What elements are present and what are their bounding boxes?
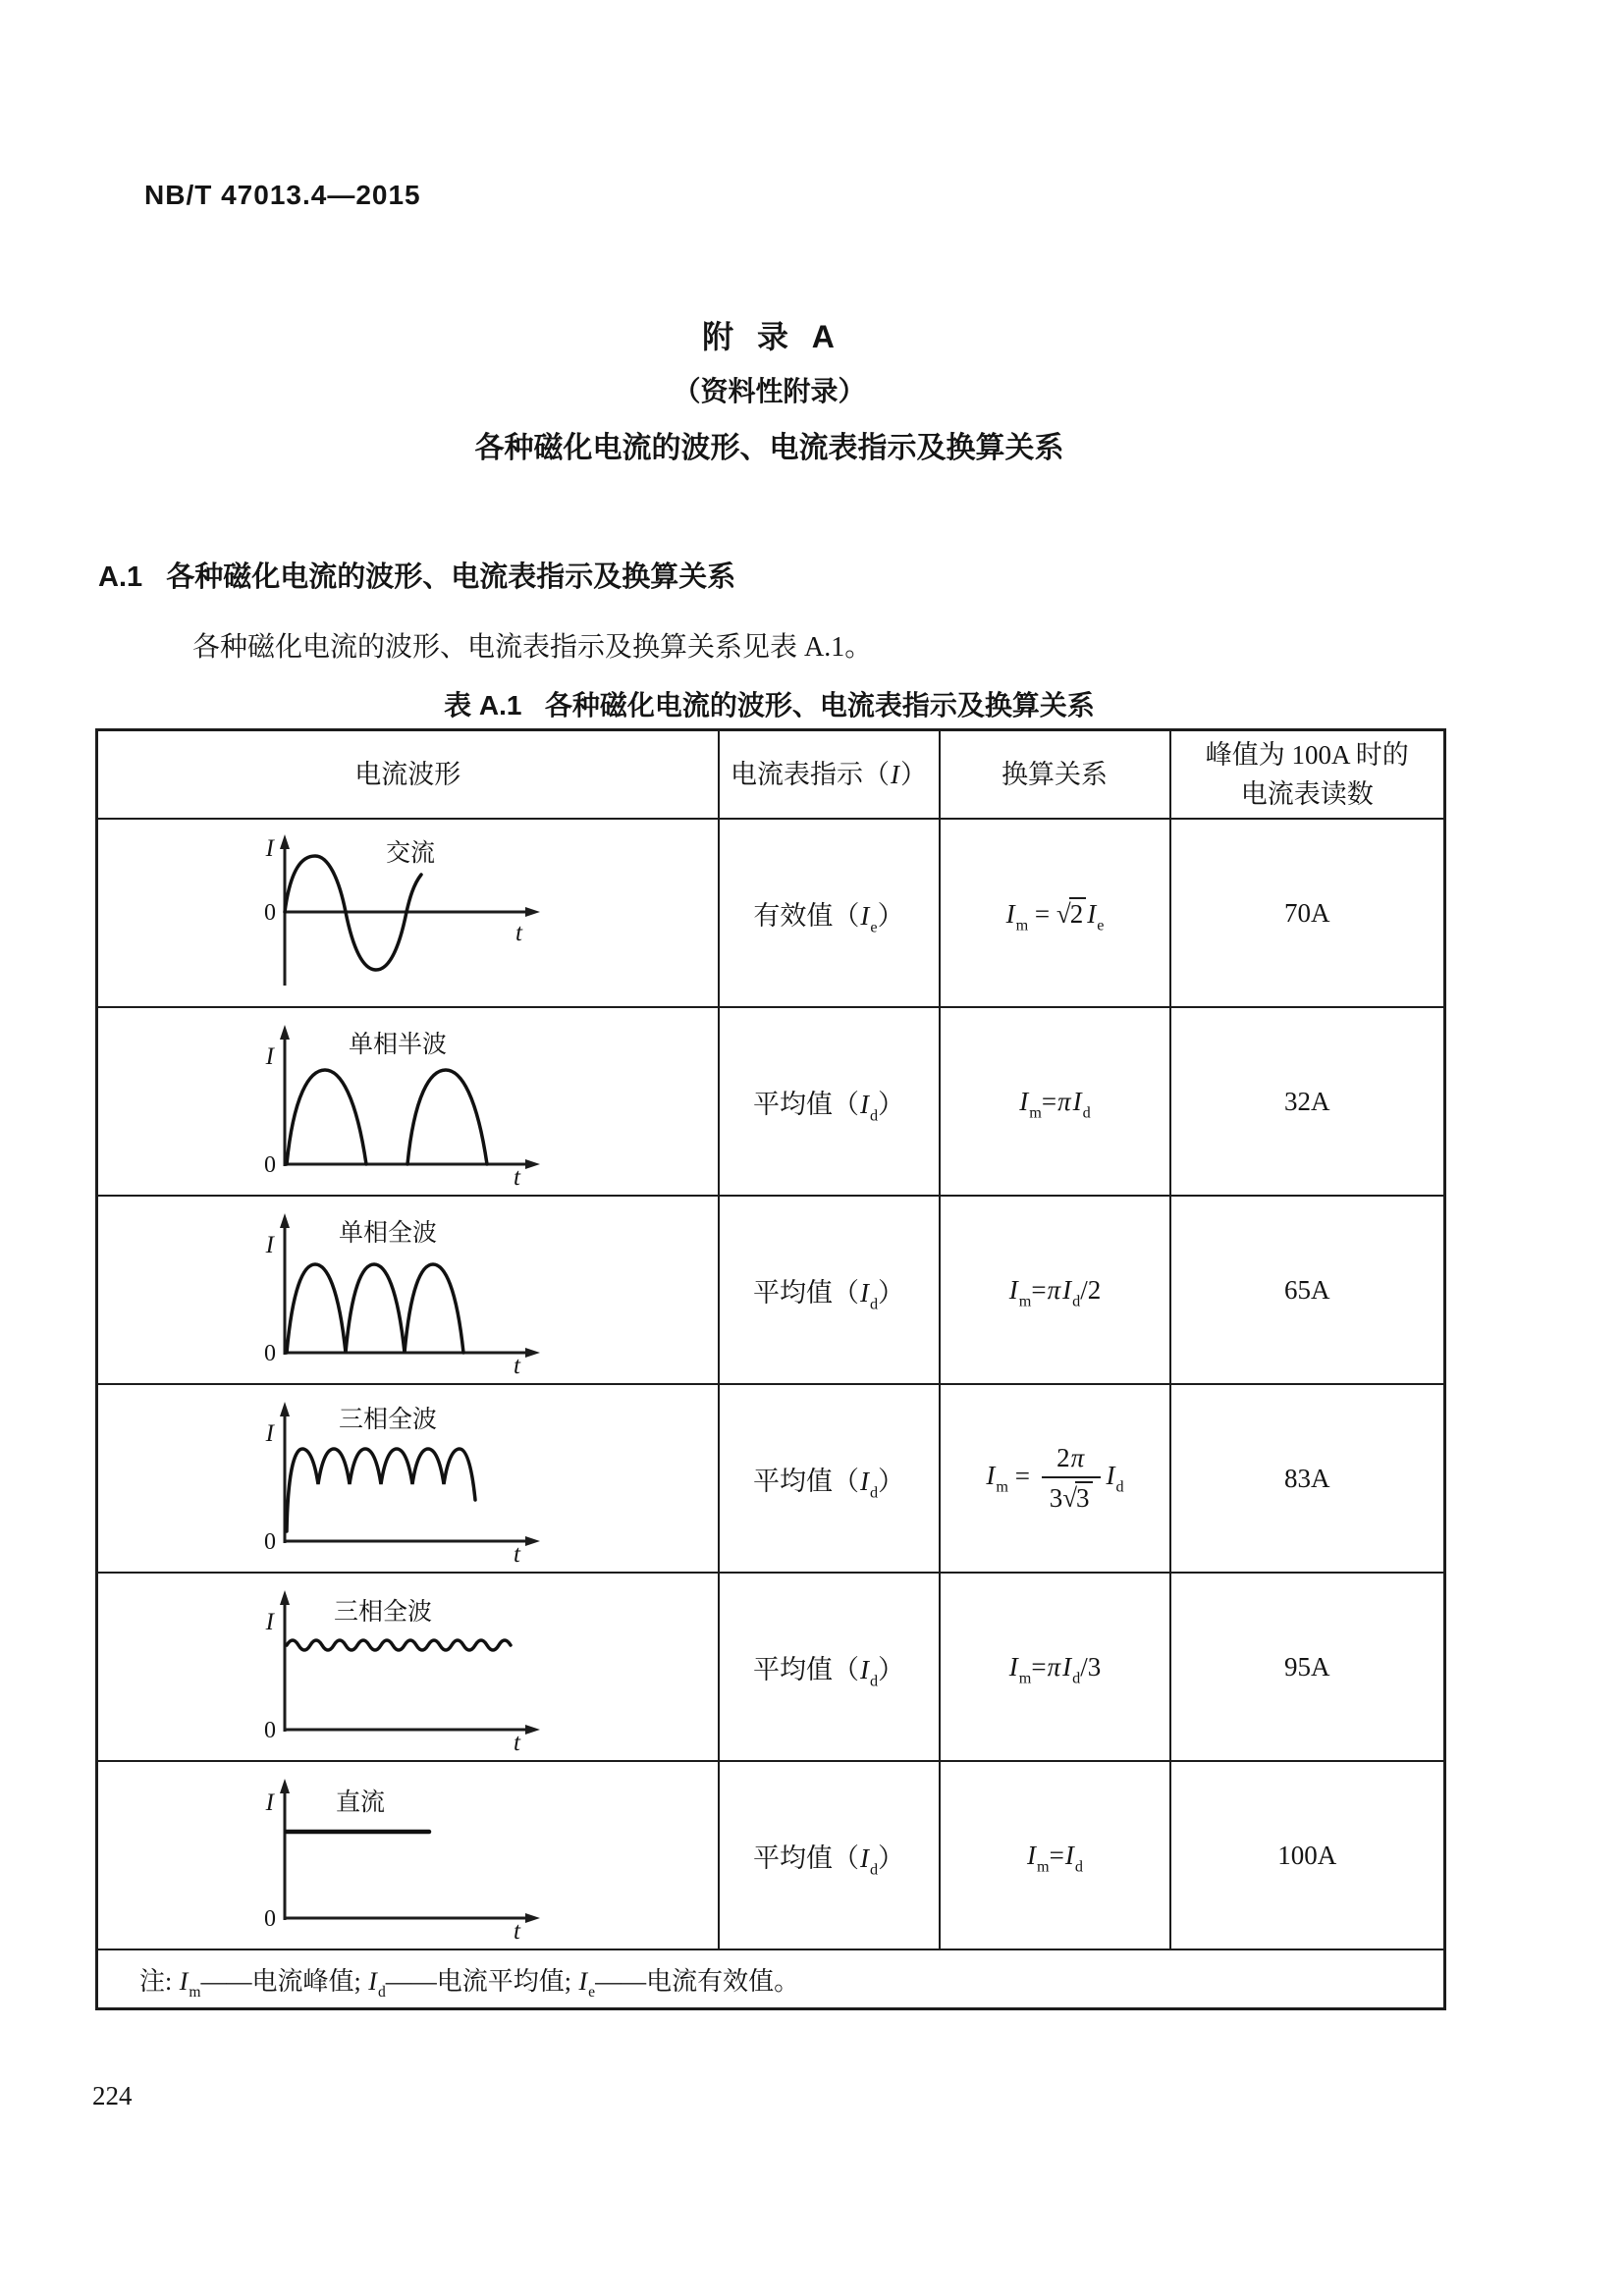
reading-value: 100A	[1170, 1761, 1445, 1949]
relation-cell: $I_m=I_d$	[940, 1761, 1170, 1949]
origin-label: 0	[264, 1529, 277, 1555]
table-row	[97, 819, 1445, 1007]
indication-cell: 平均值$(I_d)$	[719, 1196, 940, 1384]
half-wave-curve	[287, 1070, 487, 1164]
axis-arrow-right-icon	[525, 1348, 540, 1358]
axis-arrow-up-icon	[280, 1402, 290, 1416]
x-axis-label: t	[514, 1918, 521, 1940]
table-header-row	[97, 730, 1445, 820]
waveform-cell-half-wave	[97, 1007, 719, 1196]
appendix-type: （资料性附录）	[673, 376, 866, 406]
origin-label: 0	[264, 1718, 277, 1743]
axis-arrow-right-icon	[525, 1725, 540, 1735]
indication-cell: 平均值$(I_d)$	[719, 1761, 940, 1949]
full-wave-curve	[287, 1264, 463, 1353]
doc-number: NB/T 47013.4—2015	[144, 180, 421, 210]
intro-paragraph: 各种磁化电流的波形、电流表指示及换算关系见表 A.1。	[192, 632, 873, 663]
table-row	[97, 1384, 1445, 1573]
reading-value: 32A	[1170, 1007, 1445, 1196]
x-axis-label: t	[514, 1541, 521, 1563]
appendix-subject: 各种磁化电流的波形、电流表指示及换算关系	[474, 432, 1064, 464]
relation-cell: $I_m$ = $\frac{2\pi}{3√3}$ $I_d$	[940, 1384, 1170, 1573]
y-axis-label: I	[265, 1789, 275, 1816]
indication-cell: 有效值$(I_e)$	[719, 819, 940, 1007]
x-axis-label: t	[514, 1353, 521, 1374]
indication-cell: 平均值$(I_d)$	[719, 1573, 940, 1761]
waveform-dc-plot	[241, 1771, 574, 1940]
waveform-name-label: 三相全波	[339, 1407, 438, 1433]
indication-cell: 平均值$(I_d)$	[719, 1384, 940, 1573]
axis-arrow-up-icon	[280, 834, 290, 849]
table-note: 注: $I_m——$电流峰值; $I_d——$电流平均值; $I_e——$电流有效值。	[97, 1949, 1445, 2009]
waveform-cell-full-wave	[97, 1196, 719, 1384]
relation-cell: $I_m=\pi I_d/3$	[940, 1573, 1170, 1761]
axis-arrow-right-icon	[525, 1913, 540, 1923]
y-axis-label: I	[265, 1043, 275, 1070]
axis-arrow-up-icon	[280, 1025, 290, 1040]
column-header-reading-line2: 电流表读数	[1240, 779, 1374, 809]
y-axis-label: I	[265, 835, 275, 862]
column-header-reading	[1170, 730, 1445, 820]
waveform-name-label: 单相全波	[339, 1220, 438, 1247]
column-header-reading-line1: 峰值为 100A 时的	[1205, 739, 1409, 770]
waveform-name-label: 三相全波	[334, 1599, 433, 1626]
three-phase-ripple-curve	[287, 1449, 475, 1531]
table-note-row	[97, 1949, 1445, 2009]
waveform-name-label: 直流	[336, 1789, 386, 1816]
waveform-ac-plot	[241, 828, 574, 997]
reading-value: 70A	[1170, 819, 1445, 1007]
x-axis-label: t	[515, 920, 523, 946]
table-caption: 表 A.1 各种磁化电流的波形、电流表指示及换算关系	[444, 690, 1095, 721]
relation-cell: $I_m=\pi I_d$	[940, 1007, 1170, 1196]
appendix-title: 附 录 A	[702, 319, 837, 354]
reading-value: 65A	[1170, 1196, 1445, 1384]
axis-arrow-up-icon	[280, 1590, 290, 1605]
origin-label: 0	[264, 1152, 277, 1178]
waveform-three-phase-smooth-plot	[241, 1582, 574, 1751]
axis-arrow-right-icon	[525, 1536, 540, 1546]
origin-label: 0	[264, 1906, 277, 1932]
column-header-indication: 电流表指示（I）	[719, 730, 940, 820]
waveform-cell-ac	[97, 819, 719, 1007]
reading-value: 95A	[1170, 1573, 1445, 1761]
waveform-cell-dc	[97, 1761, 719, 1949]
y-axis-label: I	[265, 1609, 275, 1635]
axis-arrow-right-icon	[525, 1159, 540, 1169]
axis-arrow-up-icon	[280, 1213, 290, 1228]
axis-arrow-up-icon	[280, 1779, 290, 1793]
waveform-name-label: 单相半波	[349, 1032, 448, 1058]
section-heading: A.1 各种磁化电流的波形、电流表指示及换算关系	[98, 561, 736, 593]
waveform-table	[95, 728, 1446, 2010]
table-row	[97, 1761, 1445, 1949]
table-row	[97, 1007, 1445, 1196]
column-header-relation: 换算关系	[940, 730, 1170, 820]
table-row	[97, 1196, 1445, 1384]
relation-cell: $I_m=\pi I_d/2$	[940, 1196, 1170, 1384]
indication-cell: 平均值$(I_d)$	[719, 1007, 940, 1196]
waveform-full-wave-plot	[241, 1205, 574, 1374]
x-axis-label: t	[514, 1730, 521, 1751]
x-axis-label: t	[514, 1164, 521, 1186]
table-row	[97, 1573, 1445, 1761]
column-header-waveform: 电流波形	[97, 730, 719, 820]
waveform-three-phase-plot	[241, 1394, 574, 1563]
page-number: 224	[92, 2081, 133, 2110]
origin-label: 0	[264, 1341, 277, 1366]
axis-arrow-right-icon	[525, 907, 540, 917]
waveform-cell-three-phase	[97, 1384, 719, 1573]
y-axis-label: I	[265, 1420, 275, 1447]
waveform-cell-three-phase-smooth	[97, 1573, 719, 1761]
reading-value: 83A	[1170, 1384, 1445, 1573]
y-axis-label: I	[265, 1232, 275, 1258]
waveform-name-label: 交流	[386, 840, 436, 867]
waveform-half-wave-plot	[241, 1017, 574, 1186]
relation-cell: $I_m = √2$ $I_e$	[940, 819, 1170, 1007]
small-ripple-curve	[287, 1640, 511, 1650]
origin-label: 0	[264, 900, 277, 926]
